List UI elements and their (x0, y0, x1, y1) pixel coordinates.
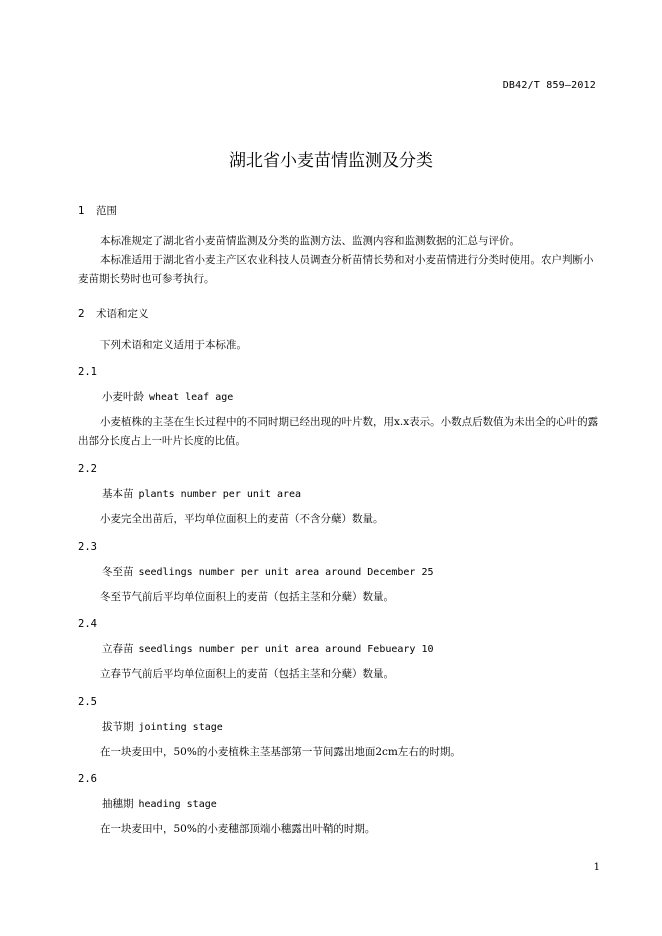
section-number: 1 (78, 205, 85, 217)
term-heading (102, 641, 434, 656)
standard-code: DB42/T 859—2012 (502, 80, 596, 91)
term-definition: 立春节气前后平均单位面积上的麦苗（包括主茎和分蘖）数量。 (100, 668, 394, 680)
term-zh: 拔节期 (102, 721, 134, 733)
term-number: 2.2 (78, 463, 97, 475)
term-zh: 立春苗 (102, 643, 134, 655)
term-number: 2.4 (78, 618, 97, 630)
term-number: 2.6 (78, 773, 97, 785)
section-heading-terms (78, 306, 149, 321)
page-number: 1 (593, 862, 600, 873)
terms-intro: 下列术语和定义适用于本标准。 (100, 339, 247, 351)
term-en: plants number per unit area (138, 489, 302, 500)
term-en: seedlings number per unit area around December 25 (138, 567, 434, 578)
term-definition: 在一块麦田中，50%的小麦植株主茎基部第一节间露出地面2cm左右的时期。 (100, 746, 461, 758)
scope-paragraph-2: 本标准适用于湖北省小麦主产区农业科技人员调查分析苗情长势和对小麦苗情进行分类时使用。农户判断小麦苗期长势时也可参考执行。 (78, 254, 594, 285)
document-title: 湖北省小麦苗情监测及分类 (229, 151, 433, 171)
section-title: 范围 (96, 205, 117, 217)
section-number: 2 (78, 308, 85, 320)
term-definition: 小麦植株的主茎在生长过程中的不同时期已经出现的叶片数，用x.x表示。小数点后数值为未出全的心叶的露出部分长度占上一叶片长度的比值。 (78, 416, 599, 447)
term-en: heading stage (138, 799, 217, 810)
term-definition: 在一块麦田中，50%的小麦穗部顶端小穗露出叶鞘的时期。 (100, 823, 376, 835)
term-zh: 基本苗 (102, 488, 134, 500)
term-number: 2.5 (78, 696, 97, 708)
term-zh: 抽穗期 (102, 798, 134, 810)
term-zh: 小麦叶龄 (102, 391, 144, 403)
term-heading (102, 486, 301, 501)
term-definition: 小麦完全出苗后，平均单位面积上的麦苗（不含分蘖）数量。 (100, 513, 384, 525)
section-heading-scope (78, 203, 117, 218)
term-zh: 冬至苗 (102, 566, 134, 578)
term-definition: 冬至节气前后平均单位面积上的麦苗（包括主茎和分蘖）数量。 (100, 591, 394, 603)
term-number: 2.1 (78, 366, 97, 378)
term-heading (102, 719, 223, 734)
section-title: 术语和定义 (96, 308, 149, 320)
term-number: 2.3 (78, 541, 97, 553)
term-en: jointing stage (138, 722, 223, 733)
term-heading (102, 564, 434, 579)
term-en: wheat leaf age (149, 392, 234, 403)
term-heading (102, 796, 217, 811)
term-heading (102, 389, 233, 404)
scope-paragraph-1: 本标准规定了湖北省小麦苗情监测及分类的监测方法、监测内容和监测数据的汇总与评价。 (100, 235, 520, 247)
term-en: seedlings number per unit area around Febueary 10 (138, 644, 434, 655)
